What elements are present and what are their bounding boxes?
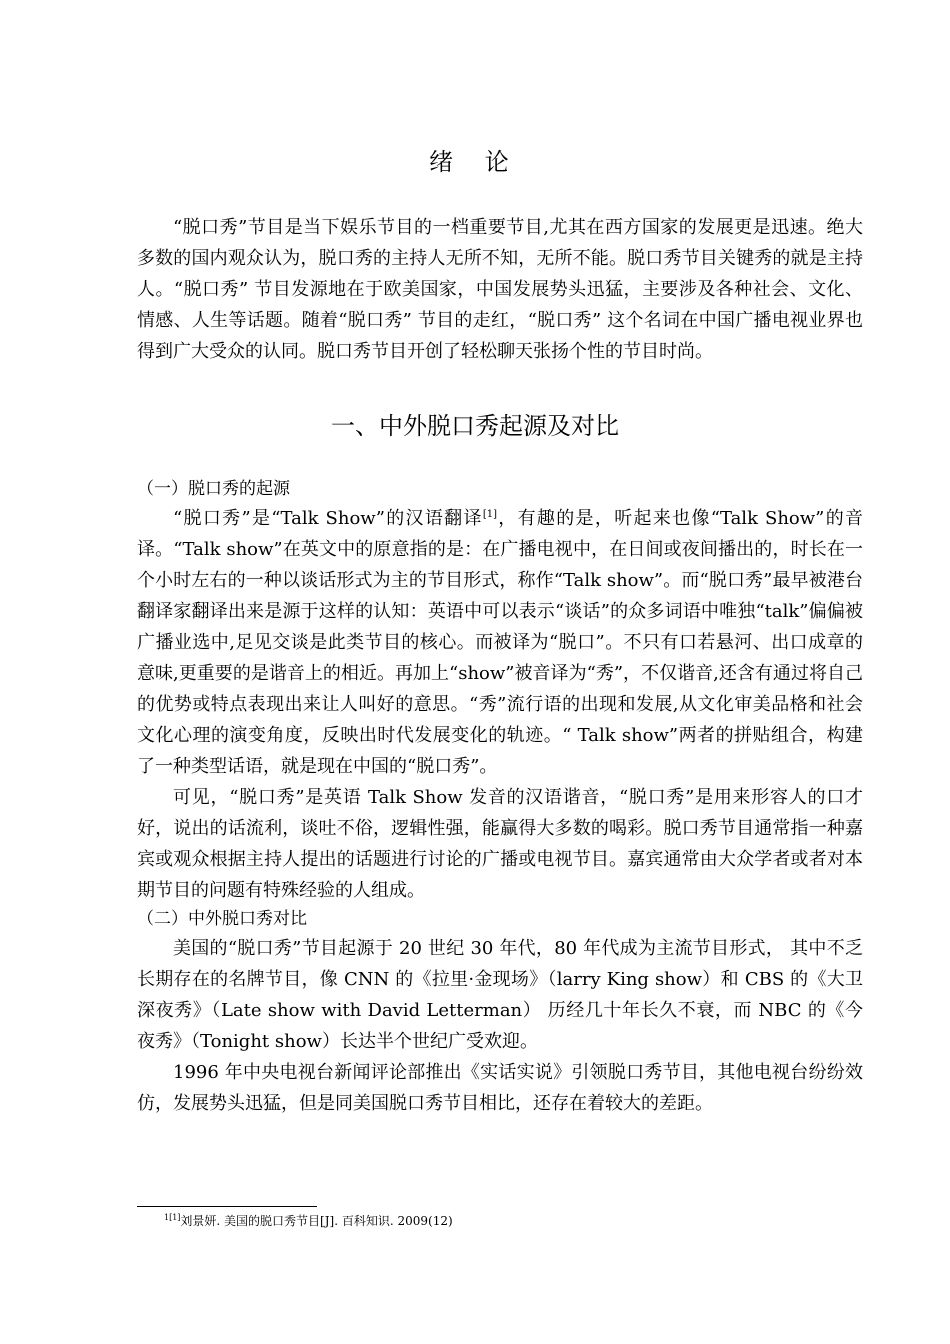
footnote [164, 1212, 453, 1230]
intro-section [137, 212, 863, 367]
footnote-marker: 1[1] [164, 1213, 181, 1222]
footnote-text: 刘景妍. 美国的脱口秀节目[J]. 百科知识. 2009(12) [180, 1214, 453, 1228]
origin-paragraph-1-text-a: “脱口秀”是“Talk Show”的汉语翻译 [173, 508, 483, 529]
section-heading-comparison: （二）中外脱口秀对比 [137, 909, 307, 929]
section-origin-body [137, 503, 863, 906]
origin-paragraph-1 [137, 503, 863, 782]
origin-paragraph-1-text-b: ，有趣的是，听起来也像“Talk Show”的音译。“Talk show”在英文中的原意指的是：在广播电视中，在日间或夜间播出的，时长在一个小时左右的一种以谈话形式为主的节目形式，称作“Talk show”。而“脱口秀”最早被港台翻译家翻译出来是源于这样的认知：英语中可以表示“谈话”的众多词语中唯独“talk”偏偏被广播业选中,足见交谈是此类节目的核心。而被译为“脱口”。不只有口若悬河、出口成章的意味,更重要的是谐音上的相近。再加上“show”被音译为“秀”，不仅谐音,还含有通过将自己的优势或特点表现出来让人叫好的意思。“秀”流行语的出现和发展,从文化审美品格和社会文化心理的演变角度，反映出时代发展变化的轨迹。“ Talk show”两者的拼贴组合，构建了一种类型话语，就是现在中国的“脱口秀”。 [137, 508, 864, 777]
footnote-divider [137, 1206, 317, 1207]
page-title: 绪 论 [429, 148, 521, 176]
comparison-paragraph-2: 1996 年中央电视台新闻评论部推出《实话实说》引领脱口秀节目，其他电视台纷纷效仿，发展势头迅猛，但是同美国脱口秀节目相比，还存在着较大的差距。 [137, 1062, 863, 1114]
chapter-heading: 一、中外脱口秀起源及对比 [331, 412, 619, 440]
section-heading-origin: （一）脱口秀的起源 [137, 479, 290, 499]
citation-ref[interactable]: [1] [482, 509, 497, 520]
comparison-paragraph-1: 美国的“脱口秀”节目起源于 20 世纪 30 年代，80 年代成为主流节目形式， 其中不乏长期存在的名牌节目，像 CNN 的《拉里·金现场》（larry King show）和 CBS 的《大卫深夜秀》（Late show with David Letterman） 历经几十年长久不衰，而 NBC 的《今夜秀》（Tonight show）长达半个世纪广受欢迎。 [137, 938, 863, 1052]
intro-paragraph: “脱口秀”节目是当下娱乐节目的一档重要节目,尤其在西方国家的发展更是迅速。绝大多数的国内观众认为，脱口秀的主持人无所不知，无所不能。脱口秀节目关键秀的就是主持人。“脱口秀” 节目发源地在于欧美国家，中国发展势头迅猛，主要涉及各种社会、文化、情感、人生等话题。随着“脱口秀” 节目的走红，“脱口秀” 这个名词在中国广播电视业界也得到广大受众的认同。脱口秀节目开创了轻松聊天张扬个性的节目时尚。 [137, 217, 863, 362]
section-comparison-body [137, 933, 863, 1119]
origin-paragraph-2: 可见，“脱口秀”是英语 Talk Show 发音的汉语谐音，“脱口秀”是用来形容人的口才好，说出的话流利，谈吐不俗，逻辑性强，能赢得大多数的喝彩。脱口秀节目通常指一种嘉宾或观众根据主持人提出的话题进行讨论的广播或电视节目。嘉宾通常由大众学者或者对本期节目的问题有特殊经验的人组成。 [137, 787, 863, 901]
